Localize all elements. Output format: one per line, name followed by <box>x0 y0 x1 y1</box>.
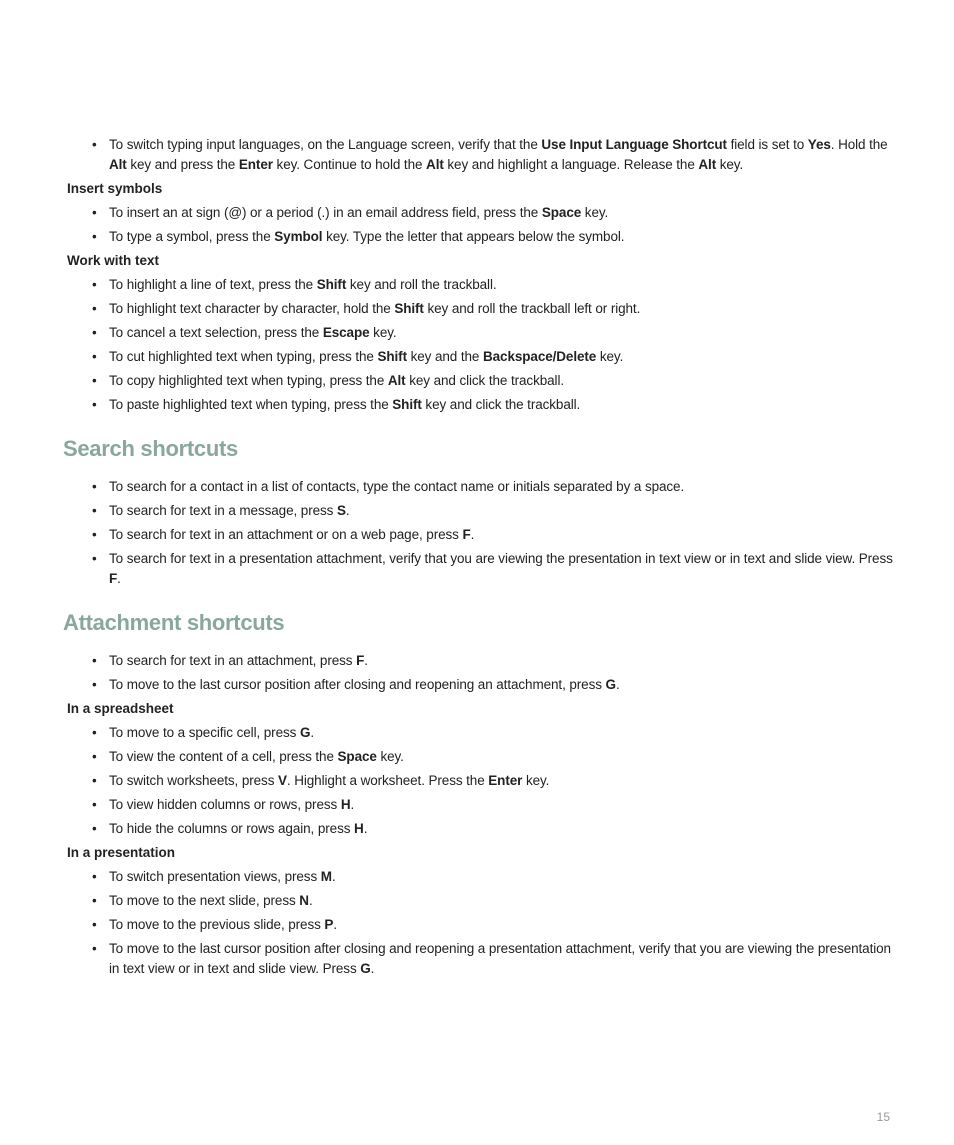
text-run: . <box>117 571 121 586</box>
list-item <box>67 675 897 695</box>
section-title: Search shortcuts <box>63 436 238 461</box>
list-item <box>67 135 897 175</box>
list-item <box>67 819 897 839</box>
bullet-list <box>67 135 897 175</box>
key-term: Space <box>541 205 582 220</box>
list-item <box>67 477 897 497</box>
list-item <box>67 867 897 887</box>
key-term: Alt <box>109 157 127 172</box>
text-run: To move to the next slide, press <box>109 893 300 908</box>
bullet-list <box>67 477 897 589</box>
key-term: F <box>462 527 471 542</box>
text-run: To insert an at sign (@) or a period (.) in an email address field, press the <box>109 205 542 220</box>
text-run: To paste highlighted text when typing, press the <box>109 397 393 412</box>
list-item <box>67 347 897 367</box>
list-item <box>67 501 897 521</box>
text-run: key and click the trackball. <box>405 373 564 388</box>
text-run: To copy highlighted text when typing, press the <box>109 373 388 388</box>
text-run: To switch typing input languages, on the Language screen, verify that the <box>109 137 542 152</box>
key-term: H <box>354 821 364 836</box>
text-run: key and roll the trackball. <box>346 277 497 292</box>
key-term: Enter <box>238 157 273 172</box>
list-item <box>67 275 897 295</box>
text-run: . <box>310 725 314 740</box>
text-run: . Hold the <box>830 137 888 152</box>
text-run: key. <box>596 349 624 364</box>
list-item <box>67 795 897 815</box>
list-item <box>67 651 897 671</box>
text-run: field is set to <box>726 137 808 152</box>
bullet-list <box>67 275 897 415</box>
text-run: To cut highlighted text when typing, press the <box>109 349 378 364</box>
text-run: To search for text in an attachment or on a web page, press <box>109 527 463 542</box>
list-item <box>67 747 897 767</box>
key-term: P <box>324 917 334 932</box>
text-run: key and the <box>406 349 483 364</box>
list-item <box>67 939 897 979</box>
text-run: . <box>615 677 620 692</box>
key-term: Yes <box>807 137 831 152</box>
text-run: To switch presentation views, press <box>109 869 321 884</box>
text-run: To highlight a line of text, press the <box>109 277 317 292</box>
text-run: To move to the last cursor position after closing and reopening a presentation attachment, verify that you are viewing the presentation in text view or in text and slide view. Press <box>109 941 891 976</box>
subsection-heading: In a presentation <box>67 845 176 860</box>
key-term: Use Input Language Shortcut <box>541 137 727 152</box>
key-term: Escape <box>322 325 370 340</box>
text-run: key. Continue to hold the <box>272 157 427 172</box>
subsection-heading: In a spreadsheet <box>67 701 174 716</box>
text-run: key and click the trackball. <box>421 397 581 412</box>
key-term: Symbol <box>274 229 323 244</box>
list-item <box>67 723 897 743</box>
text-run: To search for a contact in a list of contacts, type the contact name or initials separated by a space. <box>109 479 685 494</box>
text-run: key and press the <box>126 157 239 172</box>
key-term: Alt <box>698 157 717 172</box>
key-term: S <box>336 503 346 518</box>
text-run: key. <box>581 205 609 220</box>
subsection-heading: Insert symbols <box>67 181 163 196</box>
list-item <box>67 915 897 935</box>
text-run: To hide the columns or rows again, press <box>109 821 355 836</box>
text-run: . <box>308 893 313 908</box>
text-run: key and highlight a language. Release the <box>443 157 699 172</box>
text-run: To switch worksheets, press <box>109 773 279 788</box>
text-run: . <box>363 821 368 836</box>
list-item <box>67 227 897 247</box>
list-item <box>67 395 897 415</box>
list-item <box>67 525 897 545</box>
key-term: G <box>605 677 616 692</box>
bullet-list <box>67 867 897 979</box>
text-run: . <box>364 653 368 668</box>
text-run: . <box>350 797 355 812</box>
text-run: To view hidden columns or rows, press <box>109 797 341 812</box>
text-run: To search for text in a message, press <box>109 503 337 518</box>
key-term: Enter <box>488 773 523 788</box>
key-term: G <box>360 961 371 976</box>
text-run: . <box>331 869 336 884</box>
page-content <box>63 135 897 983</box>
key-term: Shift <box>392 397 422 412</box>
bullet-list <box>67 651 897 695</box>
text-run: To move to the last cursor position after closing and reopening an attachment, press <box>109 677 606 692</box>
subsection-heading: Work with text <box>67 253 160 268</box>
text-run: key and roll the trackball left or right. <box>423 301 641 316</box>
list-item <box>67 203 897 223</box>
section-title: Attachment shortcuts <box>63 610 285 635</box>
text-run: key. <box>522 773 550 788</box>
bullet-list <box>67 203 897 247</box>
text-run: To search for text in an attachment, press <box>109 653 357 668</box>
key-term: N <box>299 893 309 908</box>
list-item <box>67 371 897 391</box>
list-item <box>67 771 897 791</box>
key-term: Shift <box>316 277 347 292</box>
list-item <box>67 891 897 911</box>
text-run: To type a symbol, press the <box>109 229 275 244</box>
text-run: . <box>470 527 475 542</box>
text-run: key. <box>376 749 404 764</box>
key-term: H <box>340 797 351 812</box>
text-run: To highlight text character by character, hold the <box>109 301 395 316</box>
text-run: To cancel a text selection, press the <box>109 325 323 340</box>
key-term: Shift <box>377 349 407 364</box>
key-term: F <box>356 653 365 668</box>
text-run: To view the content of a cell, press the <box>109 749 338 764</box>
key-term: G <box>299 725 311 740</box>
key-term: F <box>109 571 118 586</box>
text-run: . Highlight a worksheet. Press the <box>286 773 489 788</box>
list-item <box>67 323 897 343</box>
text-run: To search for text in a presentation attachment, verify that you are viewing the presentation in text view or in text and slide view. Press <box>109 551 893 566</box>
key-term: Shift <box>394 301 424 316</box>
key-term: Alt <box>426 157 444 172</box>
text-run: key. Type the letter that appears below the symbol. <box>322 229 625 244</box>
list-item <box>67 549 897 589</box>
text-run: To move to a specific cell, press <box>109 725 300 740</box>
text-run: . <box>333 917 337 932</box>
key-term: Backspace/Delete <box>482 349 597 364</box>
text-run: To move to the previous slide, press <box>109 917 325 932</box>
key-term: Space <box>337 749 377 764</box>
key-term: V <box>278 773 287 788</box>
text-run: . <box>345 503 350 518</box>
key-term: Alt <box>387 373 406 388</box>
bullet-list <box>67 723 897 839</box>
text-run: key. <box>369 325 397 340</box>
text-run: . <box>370 961 375 976</box>
text-run: key. <box>716 157 744 172</box>
key-term: M <box>320 869 332 884</box>
list-item <box>67 299 897 319</box>
page-number: 15 <box>876 1110 890 1124</box>
